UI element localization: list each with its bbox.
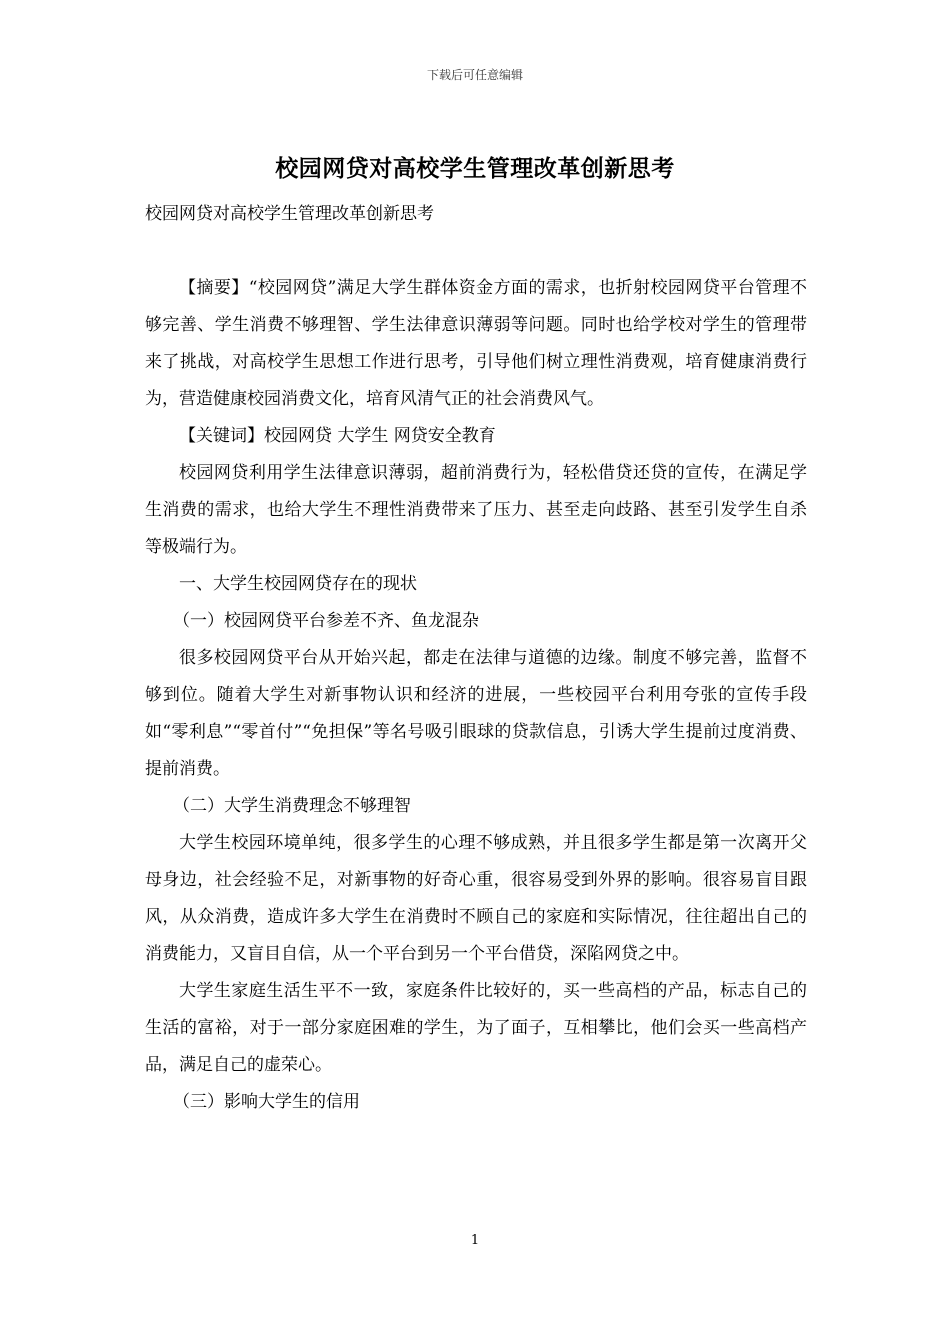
subsection-heading: （一）校园网贷平台参差不齐、鱼龙混杂	[173, 611, 480, 631]
body-paragraph: 校园网贷利用学生法律意识薄弱，超前消费行为，轻松借贷还贷的宣传，在满足学生消费的需求，也给大学生不理性消费带来了压力、甚至走向歧路、甚至引发学生自杀等极端行为。	[145, 463, 807, 557]
subsection-heading: （二）大学生消费理念不够理智	[173, 796, 412, 816]
body-paragraph: 大学生家庭生活生平不一致，家庭条件比较好的，买一些高档的产品，标志自己的生活的富裕，对于一部分家庭困难的学生，为了面子，互相攀比，他们会买一些高档产品，满足自己的虚荣心。	[145, 981, 807, 1075]
page-number: 1	[470, 1233, 480, 1248]
page-header-note: 下载后可任意编辑	[426, 68, 523, 82]
section-heading: 一、大学生校园网贷存在的现状	[179, 574, 417, 594]
body-paragraph: 很多校园网贷平台从开始兴起，都走在法律与道德的边缘。制度不够完善，监督不够到位。随着大学生对新事物认识和经济的进展，一些校园平台利用夸张的宣传手段如“零利息”“零首付”“免担保”等名号吸引眼球的贷款信息，引诱大学生提前过度消费、提前消费。	[145, 648, 807, 779]
abstract-paragraph: 【摘要】“校园网贷”满足大学生群体资金方面的需求，也折射校园网贷平台管理不够完善、学生消费不够理智、学生法律意识薄弱等问题。同时也给学校对学生的管理带来了挑战，对高校学生思想工作进行思考，引导他们树立理性消费观，培育健康消费行为，营造健康校园消费文化，培育风清气正的社会消费风气。	[145, 278, 807, 409]
keywords-paragraph: 【关键词】校园网贷 大学生 网贷安全教育	[179, 426, 496, 446]
document-subtitle: 校园网贷对高校学生管理改革创新思考	[145, 204, 434, 224]
document-body	[145, 270, 807, 1121]
document-title: 校园网贷对高校学生管理改革创新思考	[275, 155, 675, 182]
subsection-heading: （三）影响大学生的信用	[173, 1092, 361, 1112]
body-paragraph: 大学生校园环境单纯，很多学生的心理不够成熟，并且很多学生都是第一次离开父母身边，社会经验不足，对新事物的好奇心重，很容易受到外界的影响。很容易盲目跟风，从众消费，造成许多大学生在消费时不顾自己的家庭和实际情况，往往超出自己的消费能力，又盲目自信，从一个平台到另一个平台借贷，深陷网贷之中。	[145, 833, 807, 964]
